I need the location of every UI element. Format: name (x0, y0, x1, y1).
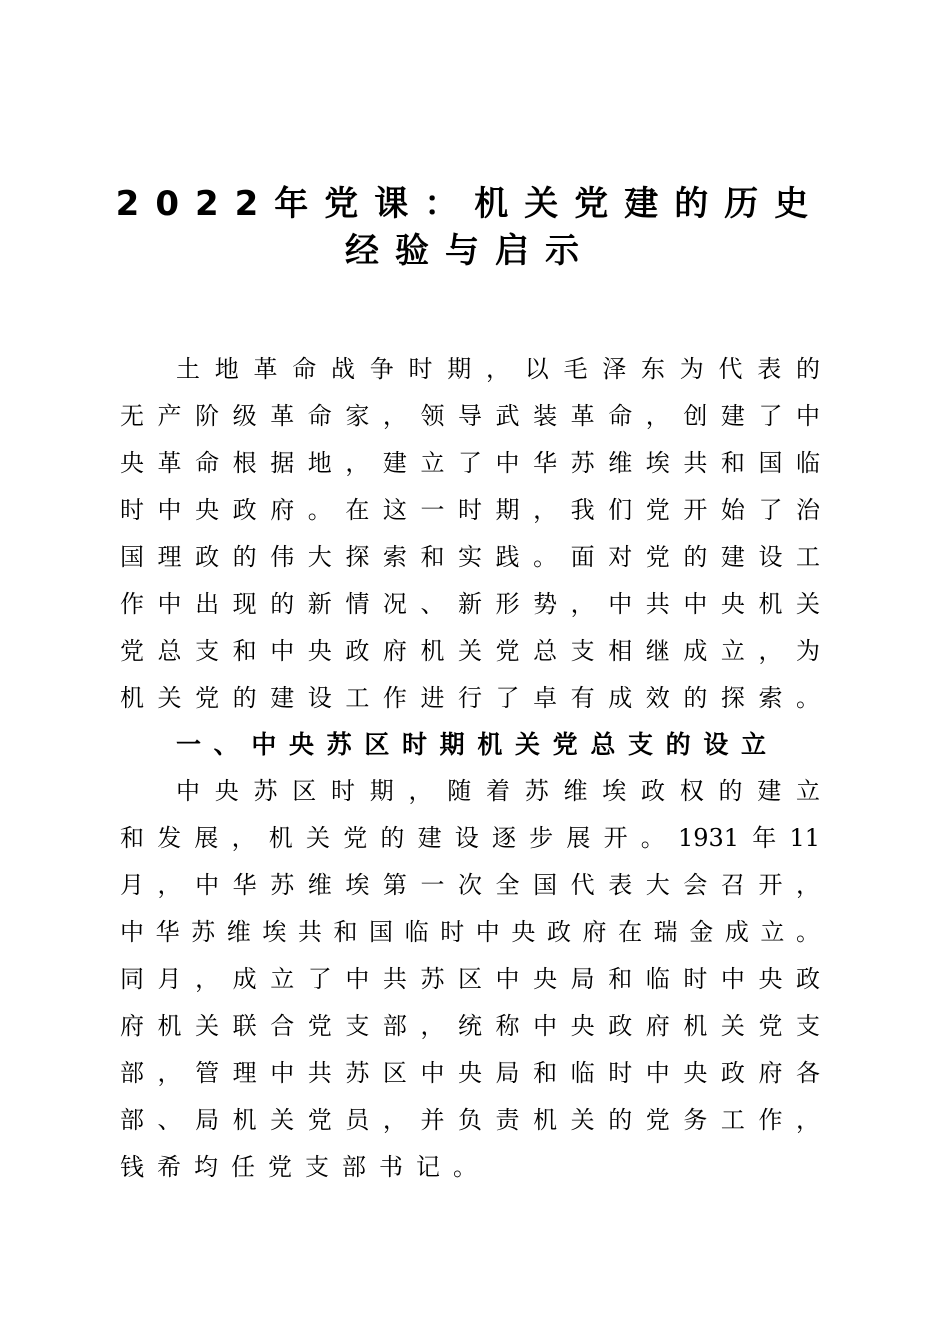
paragraph-2-line: 月，中华苏维埃第一次全国代表大会召开， (120, 871, 820, 899)
paragraph-1-line: 无产阶级革命家，领导武装革命，创建了中 (120, 402, 820, 430)
document-title-line-2: 经验与启示 (345, 231, 595, 271)
paragraph-2-line: 府机关联合党支部，统称中央政府机关党支 (120, 1012, 820, 1040)
paragraph-1-line: 作中出现的新情况、新形势，中共中央机关 (120, 590, 820, 618)
paragraph-2-line: 部、局机关党员，并负责机关的党务工作， (120, 1106, 820, 1134)
paragraph-2-line: 部，管理中共苏区中央局和临时中央政府各 (120, 1059, 820, 1087)
paragraph-2-line: 中华苏维埃共和国临时中央政府在瑞金成立。 (120, 918, 820, 946)
paragraph-2-line: 中央苏区时期，随着苏维埃政权的建立 (176, 777, 820, 805)
paragraph-1-line: 机关党的建设工作进行了卓有成效的探索。 (120, 684, 820, 712)
paragraph-2-line: 同月，成立了中共苏区中央局和临时中央政 (120, 965, 820, 993)
paragraph-1-line: 国理政的伟大探索和实践。面对党的建设工 (120, 543, 820, 571)
paragraph-2-line: 和发展，机关党的建设逐步展开。1931年11 (120, 824, 820, 852)
document-title-line-1: 2022年党课：机关党建的历史 (115, 184, 825, 224)
paragraph-1-line: 时中央政府。在这一时期，我们党开始了治 (120, 496, 820, 524)
paragraph-1-line: 党总支和中央政府机关党总支相继成立，为 (120, 637, 820, 665)
paragraph-1-line: 土地革命战争时期，以毛泽东为代表的 (176, 355, 820, 383)
paragraph-1-line: 央革命根据地，建立了中华苏维埃共和国临 (120, 449, 820, 477)
section-heading: 一、中央苏区时期机关党总支的设立 (176, 730, 766, 759)
paragraph-2-line: 钱希均任党支部书记。 (120, 1153, 490, 1181)
